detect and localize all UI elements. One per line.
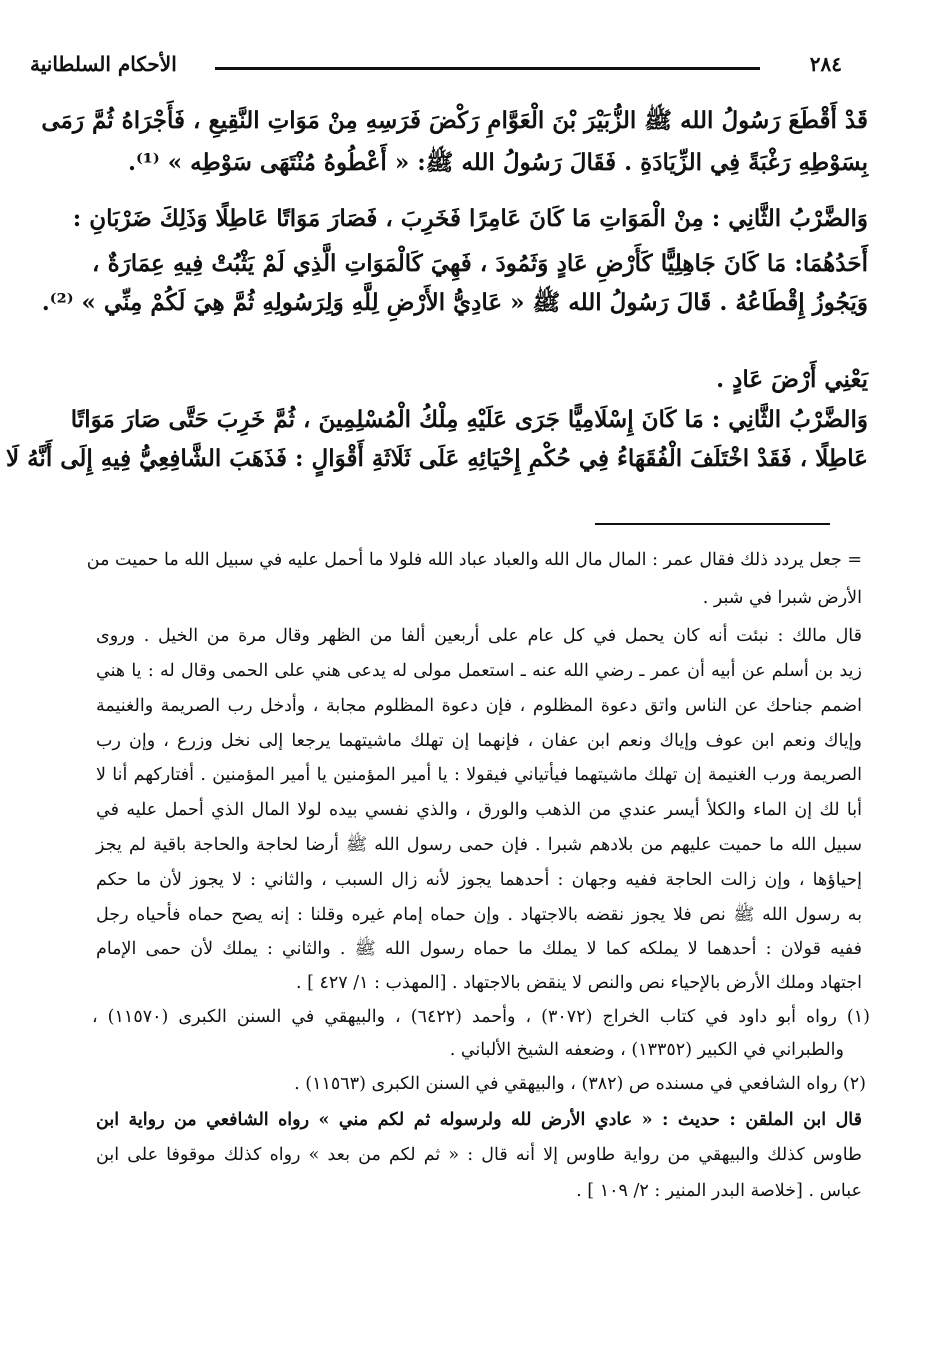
footnote-line: إحياؤها ، وإن زالت الحاجة ففيه وجهان : أحدهما يجوز لأنه زال السبب ، والثاني : لا يجوز لأن ما حكم (96, 870, 862, 890)
footnote-line: اضمم جناحك عن الناس واتق دعوة المظلوم ، فإن دعوة المظلوم مجابة ، وأدخل رب الصريمة والغنيمة (96, 696, 862, 716)
main-line: أَحَدُهُمَا: مَا كَانَ جَاهِلِيًّا كَأَرْضِ عَادٍ وَثَمُودَ ، فَهِيَ كَالْمَوَاتِ الَّذِي لَمْ يَثْبُتْ فِيهِ عِمَارَةٌ ، (92, 250, 868, 277)
main-line: يَعْنِي أَرْضَ عَادٍ . (716, 366, 868, 393)
footnote-line: = جعل يردد ذلك فقال عمر : المال مال الله والعباد عباد الله فلولا ما أحمل عليه في سبيل الله ما حميت من (86, 550, 862, 570)
footnote-line: سبيل الله ما حميت عليهم من بلادهم شبرا . فإن حمى رسول الله ﷺ أرضا لحاجة والحاجة باقية لم يجز (96, 835, 862, 855)
footnote-line: الأرض شبرا في شبر . (702, 588, 862, 608)
header-rule (215, 67, 760, 70)
footnote-line: وإياك ونعم ابن عوف وإياك ونعم ابن عفان ، فإنهما إن تهلك ماشيتهما يرجعا إلى نخل وزرع ، وإن رب (96, 731, 862, 751)
footnote-line: به رسول الله ﷺ نص فلا يجوز نقضه بالاجتهاد . وإن حماه إمام غيره وقلنا : إنه يصح حماه فأحياه رجل (96, 905, 862, 925)
footnote-line: (٢) رواه الشافعي في مسنده ص (٣٨٢) ، والبيهقي في السنن الكبرى (١١٥٦٣) . (294, 1074, 866, 1094)
footnote-line: أبا لك إن الماء والكلأ أيسر عندي من الذهب والورق ، والذي نفسي بيده لولا المال الذي أحمل عليه في (96, 800, 862, 820)
footnote-line: والطبراني في الكبير (١٣٣٥٢) ، وضعفه الشيخ الألباني . (449, 1040, 844, 1060)
main-line: وَالضَّرْبُ الثَّانِي : مِنْ الْمَوَاتِ مَا كَانَ عَامِرًا فَخَرِبَ ، فَصَارَ مَوَاتًا عَاطِلًا وَذَلِكَ ضَرْبَانِ : (72, 205, 868, 232)
footnote-line: قال ابن الملقن : حديث : « عادي الأرض لله ولرسوله ثم لكم مني » رواه الشافعي من رواية ابن (96, 1110, 862, 1130)
main-line: بِسَوْطِهِ رَغْبَةً فِي الزِّيَادَةِ . فَقَالَ رَسُولُ الله ﷺ: « أَعْطُوهُ مُنْتَهَى سَوْطِه » ⁽¹⁾. (127, 149, 868, 176)
main-line: قَدْ أَقْطَعَ رَسُولُ الله ﷺ الزُّبَيْرَ بْنَ الْعَوَّامِ رَكْضَ فَرَسِهِ مِنْ مَوَاتِ النَّقِيعِ ، فَأَجْرَاهُ ثُمَّ رَمَى (41, 107, 868, 134)
main-line: عَاطِلًا ، فَقَدْ اخْتَلَفَ الْفُقَهَاءُ فِي حُكْمِ إِحْيَائِهِ عَلَى ثَلَاثَةِ أَقْوَالٍ : فَذَهَبَ الشَّافِعِيُّ فِيهِ إِلَى أَنَّهُ لَا (5, 445, 868, 472)
page-number: ٢٨٤ (809, 52, 842, 76)
main-line: وَالضَّرْبُ الثَّانِي : مَا كَانَ إِسْلَامِيًّا جَرَى عَلَيْهِ مِلْكُ الْمُسْلِمِينَ ، ثُمَّ خَرِبَ حَتَّى صَارَ مَوَاتًا (70, 406, 868, 433)
footnote-line: طاوس كذلك والبيهقي من رواية طاوس إلا أنه قال : « ثم لكم من بعد » رواه كذلك موقوفا على ابن (96, 1145, 862, 1165)
main-line: وَيَجُوزُ إِقْطَاعُهُ . قَالَ رَسُولُ الله ﷺ « عَادِيُّ الأَرْضِ لِلَّهِ وَلِرَسُولِهِ ثُمَّ هِيَ لَكُمْ مِنِّي » ⁽²⁾. (41, 289, 868, 316)
footnote-line: ففيه قولان : أحدهما لا يملكه كما لا يملك ما حماه رسول الله ﷺ . والثاني : يملك لأن حمى الإمام (96, 939, 862, 959)
footnote-line: زيد بن أسلم عن أبيه أن عمر ـ رضي الله عنه ـ استعمل مولى له يدعى هني على الحمى وقال له : يا هني (96, 661, 862, 681)
footnote-line: عباس . [خلاصة البدر المنير : ٢/ ١٠٩ ] . (576, 1181, 862, 1201)
footnote-separator (595, 523, 830, 525)
footnote-line: اجتهاد وملك الأرض بالإحياء نص والنص لا ينقض بالاجتهاد . [المهذب : ١/ ٤٢٧ ] . (295, 973, 862, 993)
book-title: الأحكام السلطانية (30, 52, 177, 76)
footnote-line: قال مالك : نبئت أنه كان يحمل في كل عام على أربعين ألفا من الظهر وقال مرة من الخيل . وروى (96, 626, 862, 646)
footnote-line: الصريمة ورب الغنيمة إن تهلك ماشيتهما فيأتياني فيقولا : يا أمير المؤمنين يا أمير المؤمنين . أفتاركهم أنا لا (96, 765, 862, 785)
footnote-line: (١) رواه أبو داود في كتاب الخراج (٣٠٧٢) ، وأحمد (٦٤٢٢) ، والبيهقي في السنن الكبرى (١١٥٧٠) ، (92, 1007, 870, 1027)
